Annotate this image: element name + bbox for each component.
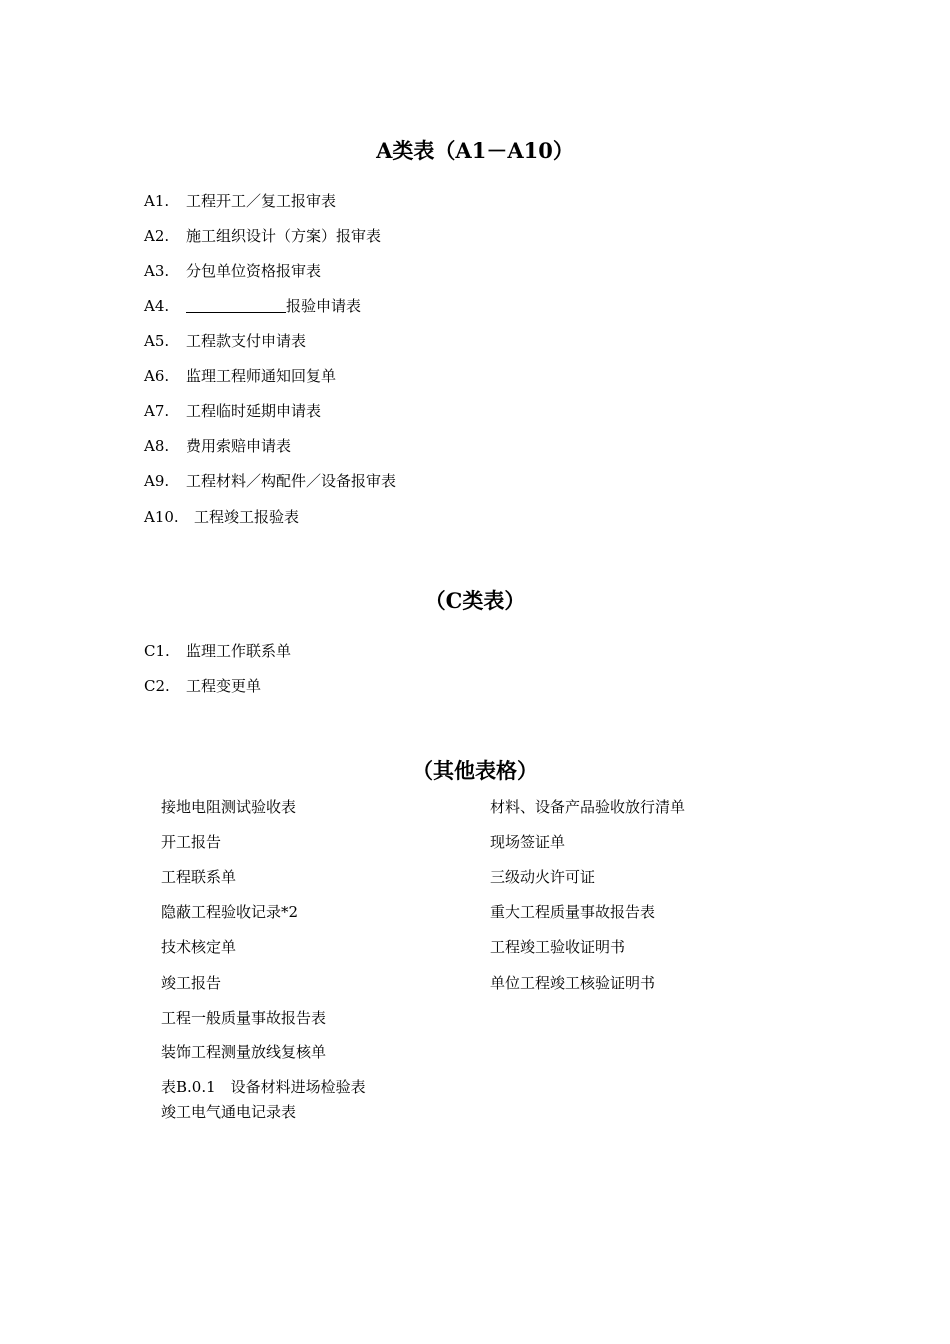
list-item: 装饰工程测量放线复核单 [161,1043,327,1061]
list-item: 工程联系单 [161,868,237,886]
list-item-a9 [144,471,396,491]
item-code: A5. [144,332,170,350]
item-code: A2. [144,227,170,245]
section-a-title: A类表（A1－A10） [376,138,574,163]
list-item-a6 [144,366,336,386]
item-code: A6. [144,367,170,385]
list-item-a10 [144,507,299,527]
item-code: A3. [144,262,170,280]
item-text: 工程临时延期申请表 [186,402,322,420]
list-item-c1 [144,641,291,661]
list-item-c2 [144,676,261,696]
list-item-a3 [144,261,321,281]
list-item: 工程竣工验收证明书 [490,938,626,956]
item-text: 工程材料／构配件／设备报审表 [186,472,397,490]
list-item: 材料、设备产品验收放行清单 [490,798,686,816]
list-item: 单位工程竣工核验证明书 [490,974,656,992]
item-code: A4. [144,297,170,315]
item-text: 监理工程师通知回复单 [186,367,337,385]
list-item: 技术核定单 [161,938,237,956]
list-item-a5 [144,331,306,351]
item-code: A9. [144,472,170,490]
list-item: 竣工电气通电记录表 [161,1103,297,1121]
item-text: 报验申请表 [286,297,362,315]
item-text: 工程竣工报验表 [194,508,300,526]
list-item: 表B.0.1 设备材料进场检验表 [161,1078,366,1096]
list-item: 隐蔽工程验收记录*2 [161,903,299,921]
list-item: 现场签证单 [490,833,566,851]
item-text: 分包单位资格报审表 [186,262,322,280]
item-text: 费用索赔申请表 [186,437,292,455]
item-code: A10. [144,508,179,526]
list-item: 竣工报告 [161,974,222,992]
item-text: 工程开工／复工报审表 [186,192,337,210]
item-text: 监理工作联系单 [186,642,292,660]
item-code: C1. [144,642,170,660]
item-code: A8. [144,437,170,455]
list-item: 重大工程质量事故报告表 [490,903,656,921]
list-item-a8 [144,436,291,456]
list-item: 开工报告 [161,833,222,851]
list-item: 接地电阻测试验收表 [161,798,297,816]
list-item-a1 [144,191,336,211]
list-item: 三级动火许可证 [490,868,596,886]
list-item-a4 [144,296,361,316]
item-code: C2. [144,677,170,695]
item-code: A7. [144,402,170,420]
section-c-title: （C类表） [424,588,526,613]
list-item: 工程一般质量事故报告表 [161,1009,327,1027]
list-item-a2 [144,226,381,246]
item-text: 工程款支付申请表 [186,332,307,350]
item-code: A1. [144,192,170,210]
section-other-title: （其他表格） [412,758,538,783]
item-text: 施工组织设计（方案）报审表 [186,227,382,245]
list-item-a7 [144,401,321,421]
blank-underline [186,297,286,313]
item-text: 工程变更单 [186,677,262,695]
